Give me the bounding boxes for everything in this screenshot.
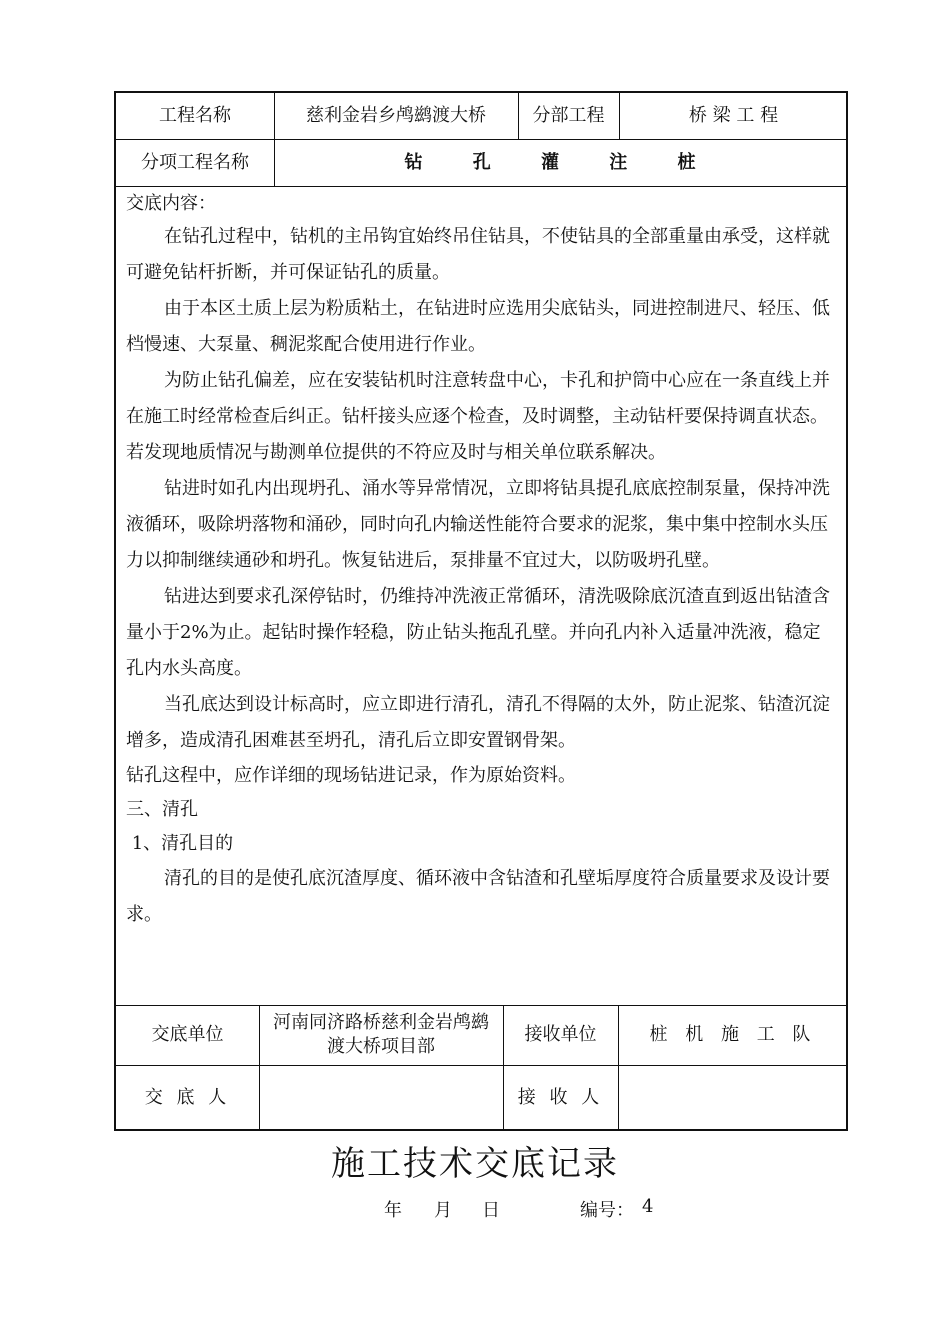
project-name-label: 工程名称 [159, 105, 231, 126]
disclosure-table [114, 91, 848, 1131]
section-title: 三、清孔 [126, 799, 198, 820]
date-month: 月 [434, 1200, 452, 1221]
recipient-value [618, 1065, 848, 1131]
date-day: 日 [482, 1200, 500, 1221]
division-label: 分部工程 [532, 105, 605, 126]
content-paragraph: 为防止钻孔偏差，应在安装钻机时注意转盘中心，卡孔和护筒中心应在一条直线上并在施工时经常检查后纠正。钻杆接头应逐个检查，及时调整，主动钻杆要保持调直状态。若发现地质情况与勘测单位提供的不符应及时与相关单位联系解决。 [126, 370, 830, 463]
document-title: 施工技术交底记录 [331, 1144, 619, 1184]
date-year: 年 [384, 1200, 402, 1221]
receiver-unit-value: 桩 机 施 工 队 [649, 1024, 817, 1045]
project-name-value: 慈利金岩乡鸬鹚渡大桥 [306, 105, 486, 126]
disclosure-content [126, 189, 838, 933]
subitem-label: 分项工程名称 [141, 151, 249, 173]
recipient-label: 接 收 人 [517, 1087, 604, 1108]
number-value: 4 [642, 1196, 654, 1217]
subsection-title: 1、清孔目的 [126, 833, 234, 854]
content-paragraph: 当孔底达到设计标高时，应立即进行清孔，清孔不得隔的太外，防止泥浆、钻渣沉淀增多，造成清孔困难甚至坍孔，清孔后立即安置钢骨架。 [126, 694, 830, 751]
purpose-paragraph: 清孔的目的是使孔底沉渣厚度、循环液中含钻渣和孔壁垢厚度符合质量要求及设计要求。 [126, 868, 830, 925]
content-paragraph: 由于本区土质上层为粉质粘土，在钻进时应选用尖底钻头，同进控制进尺、轻压、低档慢速、大泵量、稠泥浆配合使用进行作业。 [126, 298, 830, 355]
number-label: 编号： [580, 1200, 634, 1221]
drilling-record-note: 钻孔这程中，应作详细的现场钻进记录，作为原始资料。 [126, 765, 576, 786]
discloser-value [259, 1065, 503, 1131]
issuer-value: 河南同济路桥慈利金岩鸬鹚渡大桥项目部 [273, 1012, 489, 1057]
discloser-label: 交 底 人 [144, 1087, 231, 1108]
content-paragraph: 钻进达到要求孔深停钻时，仍维持冲洗液正常循环，清洗吸除底沉渣直到返出钻渣含量小于2%为止。起钻时操作轻稳，防止钻头拖乱孔壁。并向孔内补入适量冲洗液，稳定孔内水头高度。 [126, 586, 830, 679]
content-paragraph: 在钻孔过程中，钻机的主吊钩宜始终吊住钻具，不使钻具的全部重量由承受，这样就可避免钻杆折断，并可保证钻孔的质量。 [126, 226, 830, 283]
row-divider [116, 186, 846, 187]
content-paragraph: 钻进时如孔内出现坍孔、涌水等异常情况，立即将钻具提孔底底控制泵量，保持冲洗液循环，吸除坍落物和涌砂，同时向孔内输送性能符合要求的泥浆，集中集中控制水头压力以抑制继续通砂和坍孔。恢复钻进后，泵排量不宜过大，以防吸坍孔壁。 [126, 478, 830, 571]
division-value: 桥 梁 工 程 [688, 105, 779, 126]
subitem-value: 钻 孔 灌 注 桩 [404, 151, 718, 173]
issuer-label: 交底单位 [151, 1024, 224, 1045]
content-heading: 交底内容： [126, 193, 216, 214]
receiver-unit-label: 接收单位 [524, 1024, 597, 1045]
